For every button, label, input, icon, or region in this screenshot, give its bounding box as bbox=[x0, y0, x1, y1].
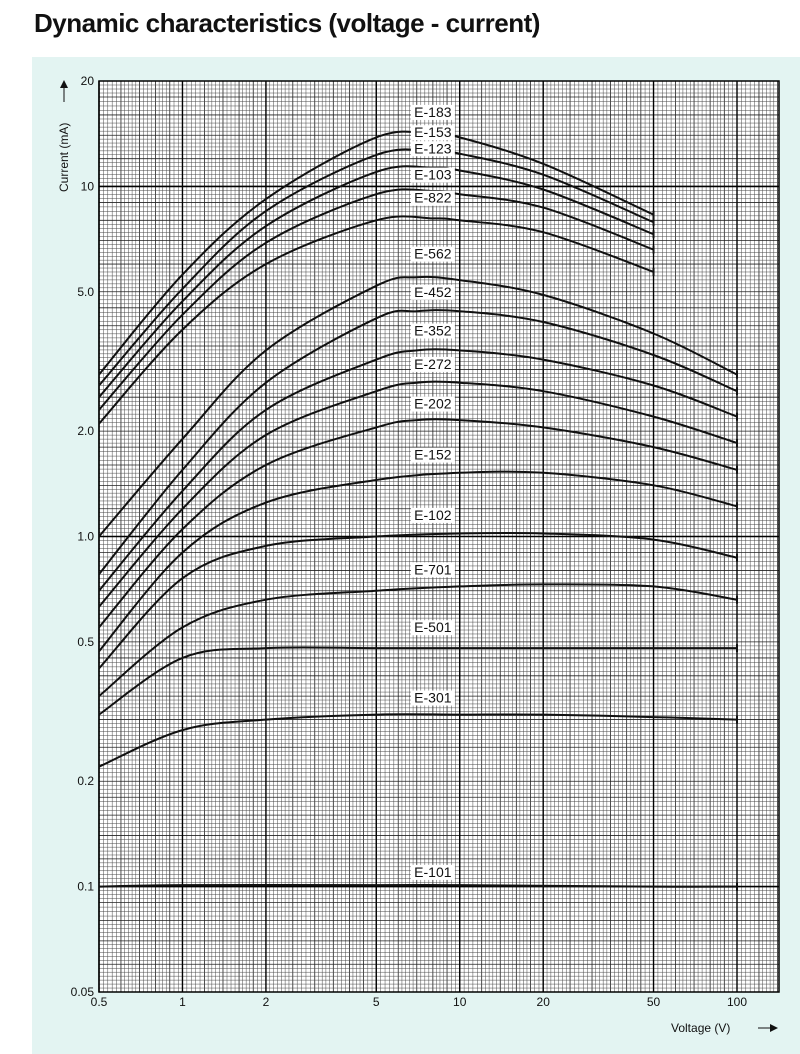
curve-label: E-452 bbox=[414, 283, 452, 300]
y-tick-label: 0.1 bbox=[77, 879, 94, 894]
curve-label: E-123 bbox=[414, 140, 452, 157]
curve-label: E-562 bbox=[414, 245, 452, 262]
curve-label: E-352 bbox=[414, 322, 452, 339]
curve-label: E-301 bbox=[414, 689, 452, 706]
curve-label: E-822 bbox=[414, 189, 452, 206]
x-axis-title: Voltage (V) bbox=[671, 1021, 731, 1035]
x-tick-label: 2 bbox=[262, 995, 270, 1009]
y-axis-arrowhead bbox=[60, 80, 68, 88]
curve-label: E-153 bbox=[414, 124, 452, 141]
curve-label: E-701 bbox=[414, 561, 452, 578]
curve-label: E-152 bbox=[414, 446, 452, 463]
x-tick-label: 100 bbox=[726, 995, 748, 1009]
y-tick-label: 5.0 bbox=[77, 284, 94, 299]
x-tick-label: 10 bbox=[453, 995, 467, 1009]
x-tick-label: 20 bbox=[536, 995, 550, 1009]
x-tick-label: 50 bbox=[646, 995, 661, 1009]
y-tick-label: 0.5 bbox=[77, 634, 94, 649]
y-tick-label: 2.0 bbox=[77, 424, 94, 439]
x-tick-label: 5 bbox=[372, 995, 380, 1009]
curve-label: E-183 bbox=[414, 103, 452, 120]
y-tick-label: 10 bbox=[80, 179, 94, 194]
curve-label: E-101 bbox=[414, 863, 452, 880]
curve-label: E-103 bbox=[414, 166, 452, 183]
x-tick-label: 0.5 bbox=[90, 995, 108, 1009]
y-tick-label: 0.2 bbox=[77, 774, 94, 789]
curve-label: E-102 bbox=[414, 506, 452, 523]
x-axis-arrowhead bbox=[770, 1024, 778, 1032]
x-tick-label: 1 bbox=[179, 995, 186, 1009]
y-tick-label: 20 bbox=[80, 74, 94, 88]
chart-title: Dynamic characteristics (voltage - current) bbox=[34, 8, 540, 38]
y-axis-title: Current (mA) bbox=[57, 122, 71, 192]
y-tick-label: 1.0 bbox=[77, 529, 94, 544]
curve-label: E-272 bbox=[414, 355, 452, 372]
y-tick-label: 0.05 bbox=[70, 985, 94, 999]
curve-label: E-202 bbox=[414, 395, 452, 412]
curve-label: E-501 bbox=[414, 619, 452, 636]
